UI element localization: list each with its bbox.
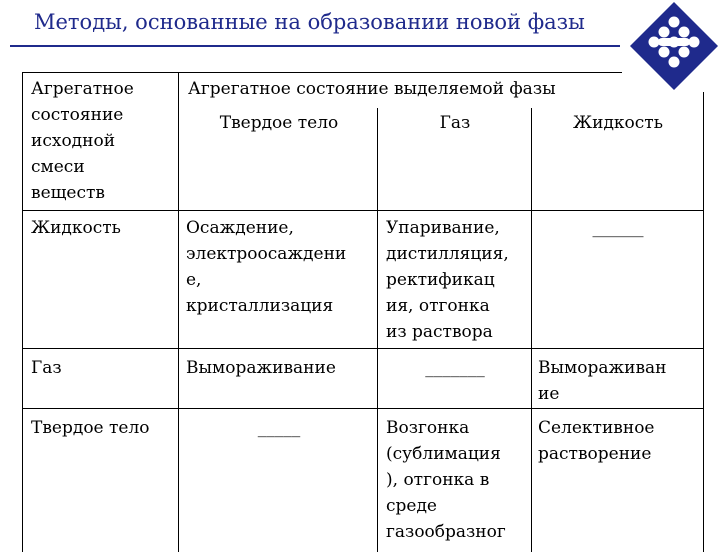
cell-line: Вымораживан	[538, 358, 667, 378]
row-divider-1	[22, 210, 704, 211]
row-divider-2	[22, 348, 704, 349]
methods-table	[22, 72, 704, 552]
header-col-divider-2	[377, 108, 378, 552]
header-col-divider-3	[531, 108, 532, 552]
row-label: Жидкость	[31, 218, 121, 238]
cell-line: среде	[386, 496, 437, 516]
cell-line: ия, отгонка	[386, 296, 490, 316]
table-left-border	[22, 72, 23, 552]
slide-title: Методы, основанные на образовании новой фазы	[34, 10, 585, 34]
cell-line: из раствора	[386, 322, 493, 342]
table-col-divider-1	[178, 72, 179, 552]
corner-line: состояние	[31, 105, 124, 125]
cell-gas-solid: Вымораживание	[186, 358, 336, 378]
cell-line: (сублимация	[386, 444, 501, 464]
cell-line: ие	[538, 384, 560, 404]
cell-line: Упаривание,	[386, 218, 500, 238]
cell-line: дистилляция,	[386, 244, 509, 264]
column-header-liquid: Жидкость	[573, 113, 663, 133]
row-label: Газ	[31, 358, 62, 378]
table-right-border	[703, 92, 704, 552]
corner-line: веществ	[31, 183, 105, 203]
corner-header	[31, 76, 171, 206]
cell-line: Осаждение,	[186, 218, 294, 238]
corner-line: исходной	[31, 131, 116, 151]
column-header-solid: Твердое тело	[219, 113, 339, 133]
column-header-gas: Газ	[439, 113, 471, 133]
row-divider-3	[22, 408, 704, 409]
cell-line: Селективное	[538, 418, 655, 438]
cell-line: Возгонка	[386, 418, 470, 438]
cell-line: ), отгонка в	[386, 470, 490, 490]
corner-line: Агрегатное	[31, 79, 134, 99]
cell-line: ректификац	[386, 270, 495, 290]
cell-line: электроосаждени	[186, 244, 347, 264]
cell-line: газообразног	[386, 522, 506, 542]
group-header: Агрегатное состояние выделяемой фазы	[188, 79, 556, 99]
cell-line: растворение	[538, 444, 652, 464]
table-top-border	[22, 72, 622, 73]
cell-solid-liquid	[538, 415, 655, 467]
cell-liquid-gas	[386, 215, 509, 345]
cell-gas-gas: _______	[425, 358, 485, 378]
cell-liquid-solid	[186, 215, 346, 319]
cell-line: кристаллизация	[186, 296, 334, 316]
cell-solid-solid: _____	[257, 418, 301, 438]
row-label: Твердое тело	[31, 418, 150, 438]
cell-line: е,	[186, 270, 202, 290]
title-underline	[10, 45, 620, 47]
cell-gas-liquid	[538, 355, 667, 407]
cell-solid-gas	[386, 415, 506, 545]
cell-liquid-liquid: ______	[592, 218, 644, 238]
corner-line: смеси	[31, 157, 85, 177]
